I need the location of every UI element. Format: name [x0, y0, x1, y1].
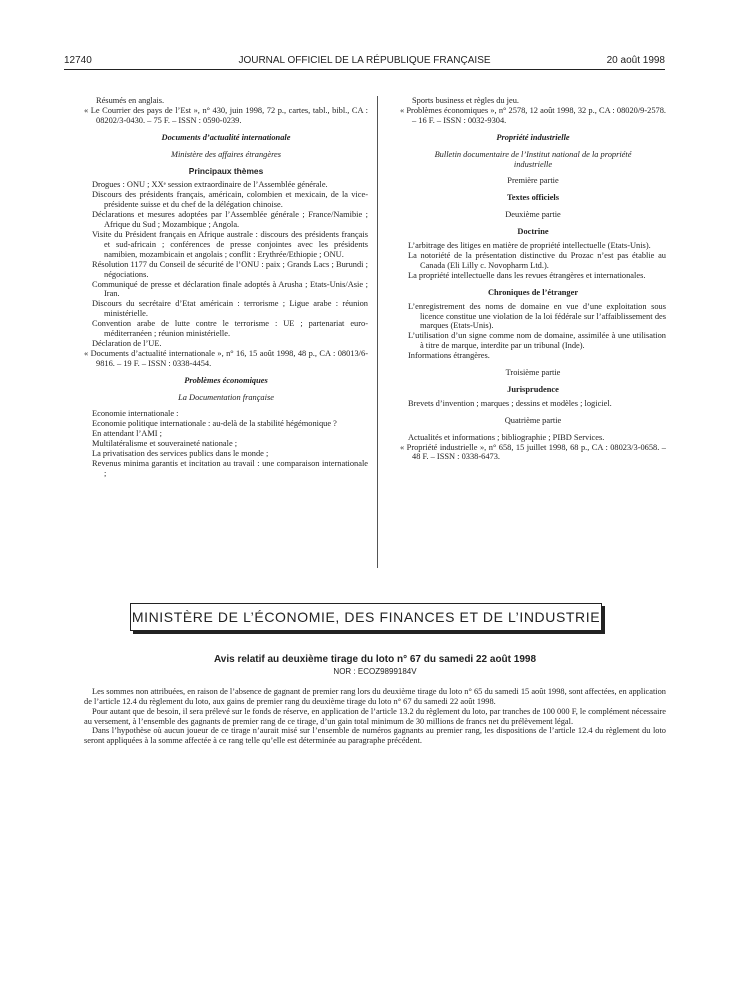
publication-reference: « Propriété industrielle », n° 658, 15 juillet 1998, 68 p., CA : 08023/3-0658. – 48 F. – ISSN : 0338-6473.	[400, 442, 666, 462]
part-heading: Première partie	[507, 176, 559, 186]
publication-reference: « Documents d’actualité internationale », n° 16, 15 août 1998, 48 p., CA : 08013/6-9816. – 19 F. – ISSN : 0338-4454.	[84, 348, 368, 368]
header-rule	[64, 69, 665, 70]
section-title: Documents d’actualité internationale	[161, 132, 291, 142]
column-divider	[377, 96, 378, 568]
notice-paragraph: Les sommes non attribuées, en raison de l’absence de gagnant de premier rang lors du deuxième tirage du loto n° 65 du samedi 15 août 1998, sont affectées, en application de l’article 12.4 du règlement du loto, aux gains de premier rang du deuxième tirage du loto n° 67 du samedi 22 août 1998.	[84, 686, 666, 706]
page-number: 12740	[64, 55, 92, 66]
part-heading: Quatrième partie	[504, 415, 562, 425]
nor-reference: NOR : ECOZ9899184V	[333, 666, 417, 676]
theme-item: Discours du secrétaire d’Etat américain : terrorisme ; Ligue arabe : réunion ministérielle.	[92, 299, 368, 319]
economics-item: Economie internationale :	[92, 409, 179, 419]
doctrine-item: La propriété intellectuelle dans les revues étrangères et internationales.	[408, 270, 646, 280]
issue-date: 20 août 1998	[606, 55, 665, 66]
section-publisher: Bulletin documentaire de l’Institut national de la propriété industrielle	[434, 149, 632, 169]
theme-item: Déclaration de l’UE.	[92, 338, 162, 348]
text-line: Sports business et règles du jeu.	[412, 96, 520, 105]
subsection-heading: Chroniques de l’étranger	[487, 287, 579, 297]
publication-reference: « Le Courrier des pays de l’Est », n° 430, juin 1998, 72 p., cartes, tabl., bibl., CA : 08202/3-0430. – 75 F. – ISSN : 0590-0239.	[84, 105, 368, 125]
section-title: Propriété industrielle	[496, 132, 570, 142]
subsection-heading: Jurisprudence	[507, 384, 559, 394]
part-heading: Deuxième partie	[505, 210, 561, 220]
section-publisher: La Documentation française	[178, 392, 274, 402]
news-item: Actualités et informations ; bibliographie ; PIBD Services.	[408, 432, 605, 442]
theme-item: Visite du Président français en Afrique australe : discours des présidents français et sud-africain ; conférences de presse conjointes avec les présidents namibien, mozambicain et angolais ; conflit : Erythrée/Ethiopie ; ONU.	[92, 229, 368, 259]
economics-item: Economie politique internationale : au-delà de la stabilité hégémonique ?	[92, 419, 337, 429]
theme-item: Discours des présidents français, américain, colombien et mexicain, de la vice-présidente suisse et du chef de la délégation chinoise.	[92, 190, 368, 210]
jurisprudence-item: Brevets d’invention ; marques ; dessins et modèles ; logiciel.	[408, 398, 612, 408]
section-title: Problèmes économiques	[184, 375, 268, 385]
publication-reference: « Problèmes économiques », n° 2578, 12 août 1998, 32 p., CA : 08020/9-2578. – 16 F. – ISSN : 0032-9304.	[400, 105, 666, 125]
part-heading: Troisième partie	[505, 368, 561, 378]
section-publisher: Ministère des affaires étrangères	[170, 149, 282, 159]
left-column	[84, 96, 368, 479]
text-line: Résumés en anglais.	[96, 96, 165, 105]
ministry-banner: MINISTÈRE DE L’ÉCONOMIE, DES FINANCES ET DE L’INDUSTRIE	[130, 603, 602, 631]
chronicle-item: L’utilisation d’un signe comme nom de domaine, assimilée à une utilisation à titre de marque, interdite par un tribunal (Inde).	[408, 331, 666, 351]
doctrine-item: La notoriété de la présentation distinctive du Prozac n’est pas établie au Canada (Eli Lilly c. Novopharm Ltd.).	[408, 250, 666, 270]
economics-item: En attendant l’AMI ;	[92, 429, 163, 439]
economics-item: Revenus minima garantis et incitation au travail : une comparaison internationale ;	[92, 459, 368, 478]
theme-item: Résolution 1177 du Conseil de sécurité de l’ONU : paix ; Grands Lacs ; Burundi ; négociations.	[92, 259, 368, 279]
notice-paragraph: Dans l’hypothèse où aucun joueur de ce tirage n’aurait misé sur l’ensemble de numéros gagnants au premier rang, les dispositions de l’article 12.4 du règlement du loto seront appliquées à la somme affectée à ce rang telle qu’elle est déterminée au paragraphe précédent.	[84, 726, 666, 746]
theme-item: Convention arabe de lutte contre le terrorisme : UE ; partenariat euro-méditerranéen ; réunion ministérielle.	[92, 319, 368, 339]
subsection-heading: Doctrine	[517, 227, 549, 237]
theme-item: Communiqué de presse et déclaration finale adoptés à Arusha ; Etats-Unis/Asie ; Iran.	[92, 279, 368, 299]
doctrine-item: L’arbitrage des litiges en matière de propriété intellectuelle (Etats-Unis).	[408, 241, 651, 251]
lottery-notice	[84, 655, 666, 746]
page-header	[64, 55, 665, 71]
economics-item: La privatisation des services publics dans le monde ;	[92, 449, 269, 459]
themes-heading: Principaux thèmes	[188, 165, 264, 176]
journal-title: JOURNAL OFFICIEL DE LA RÉPUBLIQUE FRANÇAISE	[238, 55, 491, 66]
economics-item: Multilatéralisme et souveraineté nationale ;	[92, 439, 238, 449]
theme-item: Drogues : ONU ; XXᵉ session extraordinaire de l’Assemblée générale.	[92, 180, 328, 190]
subsection-heading: Textes officiels	[506, 193, 560, 203]
notice-paragraph: Pour autant que de besoin, il sera prélevé sur le fonds de réserve, en application de l’article 13.2 du règlement du loto, par tranches de 100 000 F, le complément nécessaire au versement, à l’ensemble des gagnants de premier rang de ce tirage, d’un gain total minimum de 30 millions de francs net du prélèvement légal.	[84, 706, 666, 726]
right-column	[400, 96, 666, 462]
chronicle-item: Informations étrangères.	[408, 351, 490, 361]
notice-title: Avis relatif au deuxième tirage du loto n° 67 du samedi 22 août 1998	[213, 654, 537, 665]
theme-item: Déclarations et mesures adoptées par l’Assemblée générale ; France/Namibie ; Afrique du Sud ; Mozambique ; Angola.	[92, 210, 368, 230]
chronicle-item: L’enregistrement des noms de domaine en vue d’une exploitation sous licence constitue une violation de la loi fédérale sur l’affaiblissement des marques (Etats-Unis).	[408, 301, 666, 331]
